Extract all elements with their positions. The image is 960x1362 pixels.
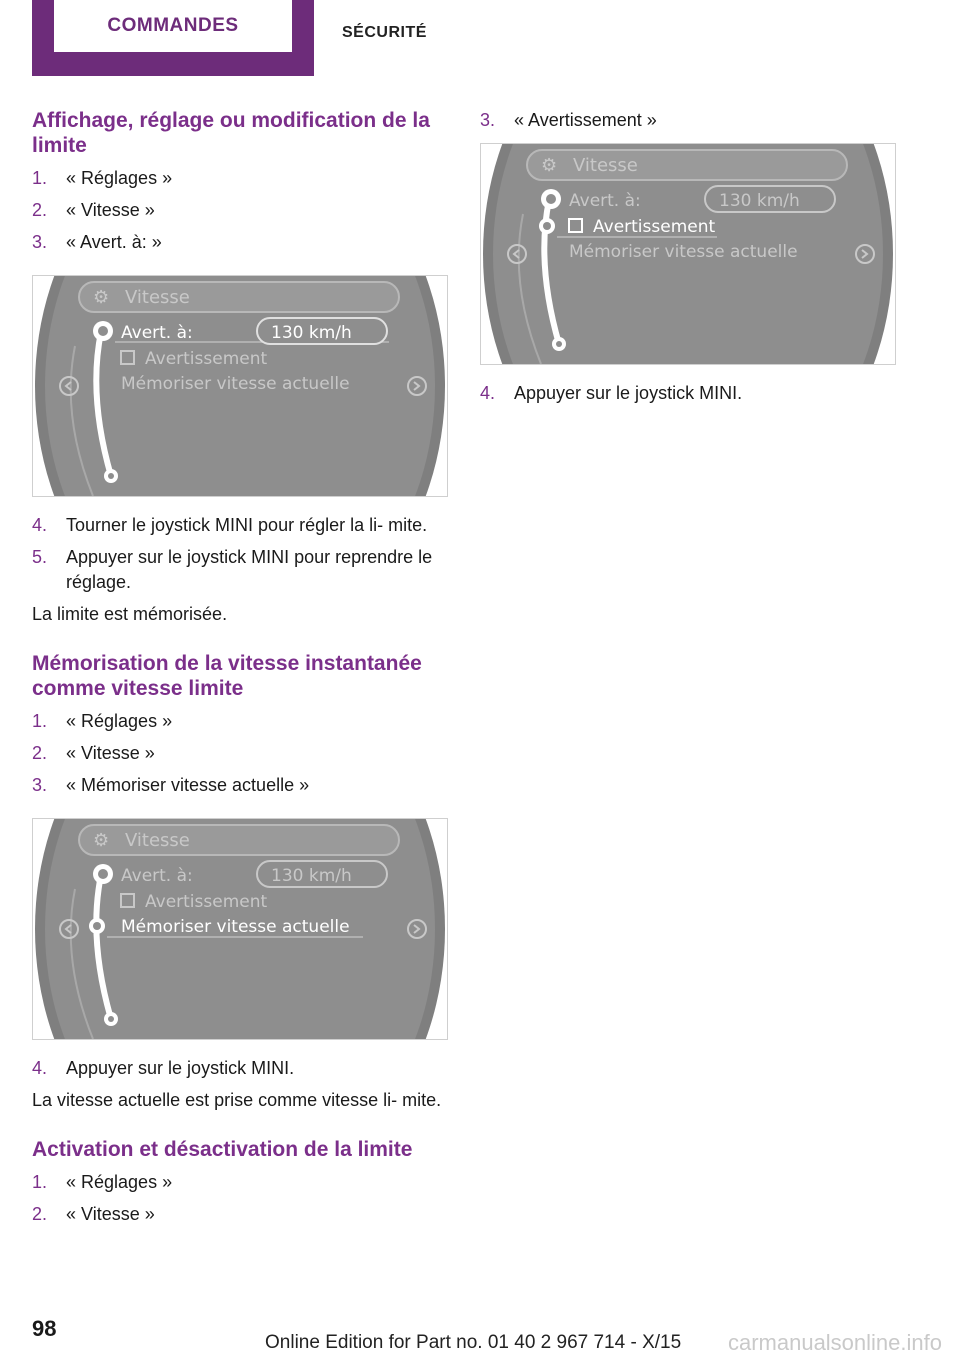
svg-text:Avert. à:: Avert. à:: [121, 323, 193, 343]
section-title-store-speed: Mémorisation de la vitesse instantanée comme vitesse limite: [32, 652, 422, 700]
svg-text:Vitesse: Vitesse: [125, 830, 190, 851]
result-note: La limite est mémorisée.: [32, 604, 228, 624]
settings-gear-icon: ⚙: [93, 830, 110, 851]
steps-list: [32, 1056, 448, 1081]
svg-text:Vitesse: Vitesse: [573, 155, 638, 176]
page-number: 98: [32, 1316, 57, 1341]
list-item: 3. « Avert. à: »: [32, 232, 162, 252]
list-item: 1. « Réglages »: [32, 711, 173, 731]
list-item: 1. « Réglages »: [32, 168, 173, 188]
result-note: La vitesse actuelle est prise comme vitesse li‐ mite.: [32, 1090, 442, 1110]
list-item: 4. Tourner le joystick MINI pour régler la li‐ mite.: [32, 515, 428, 535]
svg-text:Avert. à:: Avert. à:: [121, 866, 193, 886]
svg-text:130 km/h: 130 km/h: [719, 191, 800, 211]
edition-text: Online Edition for Part no. 01 40 2 967 714 - X/15: [265, 1332, 682, 1353]
svg-text:Avert. à:: Avert. à:: [569, 191, 641, 211]
steps-list: [480, 381, 896, 406]
display-screenshot: [32, 818, 448, 1040]
display-screenshot: [480, 143, 896, 365]
svg-text:Vitesse: Vitesse: [125, 287, 190, 308]
steps-list: [32, 1170, 448, 1227]
steps-list: [480, 108, 896, 133]
svg-text:Avertissement: Avertissement: [145, 349, 268, 369]
section-tab-securite[interactable]: SÉCURITÉ: [342, 24, 427, 41]
list-item: 2. « Vitesse »: [32, 200, 155, 220]
section-title-toggle-limit: Activation et désactivation de la limite: [32, 1138, 413, 1161]
list-item: 2. « Vitesse »: [32, 743, 155, 763]
list-item: 1. « Réglages »: [32, 1172, 173, 1192]
list-item: 2. « Vitesse »: [32, 1204, 155, 1224]
display-screenshot: [32, 275, 448, 497]
settings-gear-icon: ⚙: [93, 287, 110, 308]
chapter-tab-commandes[interactable]: [32, 0, 314, 76]
list-item: 4. Appuyer sur le joystick MINI.: [480, 383, 743, 403]
list-item: 5. Appuyer sur le joystick MINI pour reprendre le réglage.: [32, 547, 433, 592]
list-item: 4. Appuyer sur le joystick MINI.: [32, 1058, 295, 1078]
right-column: [480, 108, 896, 413]
svg-text:Avertissement: Avertissement: [145, 892, 268, 912]
watermark: carmanualsonline.info: [727, 1330, 942, 1355]
svg-text:Avertissement: Avertissement: [593, 217, 716, 237]
list-item: 3. « Avertissement »: [480, 110, 657, 130]
list-item: 3. « Mémoriser vitesse actuelle »: [32, 775, 310, 795]
steps-list: [32, 709, 448, 798]
svg-text:Mémoriser vitesse actuelle: Mémoriser vitesse actuelle: [569, 242, 798, 262]
section-title-display-limit: Affichage, réglage ou modification de la limite: [32, 109, 430, 157]
svg-text:Mémoriser vitesse actuelle: Mémoriser vitesse actuelle: [121, 374, 350, 394]
svg-text:130 km/h: 130 km/h: [271, 323, 352, 343]
steps-list: [32, 166, 448, 255]
settings-gear-icon: ⚙: [541, 155, 558, 176]
svg-text:Mémoriser vitesse actuelle: Mémoriser vitesse actuelle: [121, 917, 350, 937]
chapter-tab-label: COMMANDES: [54, 0, 292, 52]
left-column: [32, 108, 448, 1234]
steps-list: [32, 513, 448, 595]
svg-text:130 km/h: 130 km/h: [271, 866, 352, 886]
